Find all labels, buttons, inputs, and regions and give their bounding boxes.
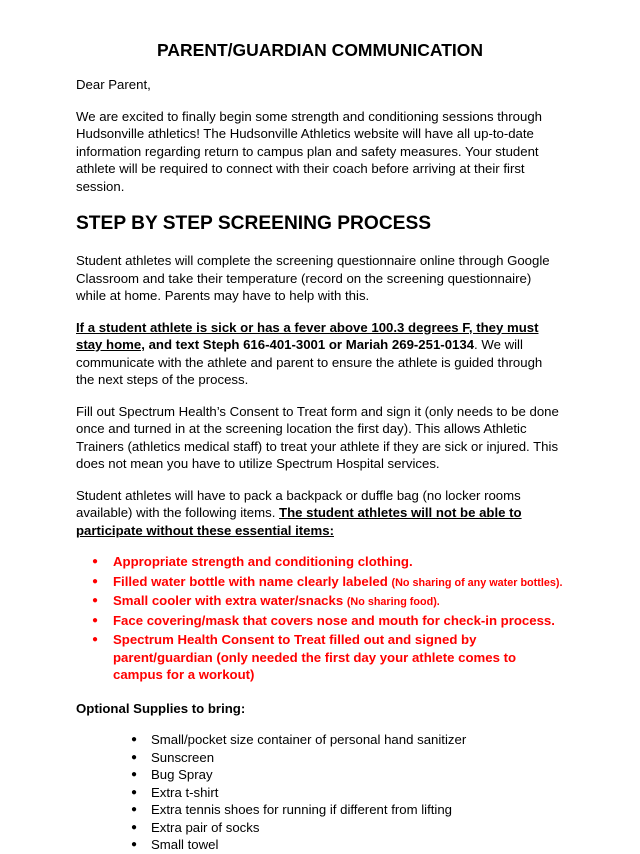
list-item: ● Bug Spray <box>151 766 564 784</box>
list-item <box>113 631 564 686</box>
item-note: (No sharing of any water bottles). <box>391 576 563 589</box>
item-text: Spectrum Health Consent to Treat filled out and signed by parent/guardian (only needed the first day your athlete comes to campus for a workout) <box>113 632 517 682</box>
list-item: ● Sunscreen <box>151 749 564 767</box>
optional-items-list <box>76 731 564 854</box>
list-item: ● Extra t-shirt <box>151 784 564 802</box>
section-heading: STEP BY STEP SCREENING PROCESS <box>76 213 432 234</box>
sick-warning: If a student athlete is sick or has a fever above 100.3 degrees F, they must stay home, <box>76 319 539 352</box>
backpack-text: Student athletes will have to pack a backpack or duffle bag (no locker rooms available) with the following items. <box>76 487 521 520</box>
salutation: Dear Parent, <box>76 77 151 92</box>
intro-paragraph: We are excited to finally begin some strength and conditioning sessions through Hudsonville athletics! The Hudsonville Athletics website will have all up-to-date information regarding return to campus plan and safety measures. Your student athlete will be required to connect with their coach before arriving at their first session. <box>76 108 542 194</box>
contact-info: and text Steph 616-401-3001 or Mariah 269-251-0134 <box>144 337 475 352</box>
optional-supplies-title: Optional Supplies to bring: <box>76 700 246 716</box>
item-text: Appropriate strength and conditioning clothing. <box>113 554 413 569</box>
sick-paragraph <box>76 319 564 389</box>
sick-rest: . We will communicate with the athlete and parent to ensure the athlete is guided through the next steps of the process. <box>76 337 543 387</box>
list-item: ● Extra pair of socks <box>151 819 564 837</box>
item-note: (No sharing food). <box>346 596 440 608</box>
list-item <box>113 553 564 573</box>
list-item: ● Small/pocket size container of personal hand sanitizer <box>151 731 564 749</box>
item-text: Small cooler with extra water/snacks <box>113 593 347 608</box>
list-item: ● Small towel <box>151 836 564 854</box>
item-text: Face covering/mask that covers nose and mouth for check-in process. <box>113 612 555 628</box>
list-item <box>113 592 564 612</box>
list-item: ● Extra tennis shoes for running if different from lifting <box>151 801 564 819</box>
list-item <box>113 573 564 593</box>
list-item <box>113 612 564 632</box>
required-items-list <box>76 553 564 686</box>
consent-paragraph: Fill out Spectrum Health’s Consent to Treat form and sign it (only needs to be done once and turned in at the screening location the first day). This allows Athletic Trainers (athletics medical staff) to treat your athlete if they are sick or injured. This does not mean you have to utilize Spectrum Hospital services. <box>76 403 559 471</box>
essential-items-warning: The student athletes will not be able to participate without these essential items: <box>76 505 522 538</box>
backpack-paragraph <box>76 487 564 540</box>
item-text: Filled water bottle with name clearly labeled <box>113 573 392 589</box>
screening-paragraph: Student athletes will complete the screening questionnaire online through Google Classroom and take their temperature (record on the screening questionnaire) while at home. Parents may have to help with this. <box>76 253 550 303</box>
page-title: PARENT/GUARDIAN COMMUNICATION <box>157 40 483 60</box>
